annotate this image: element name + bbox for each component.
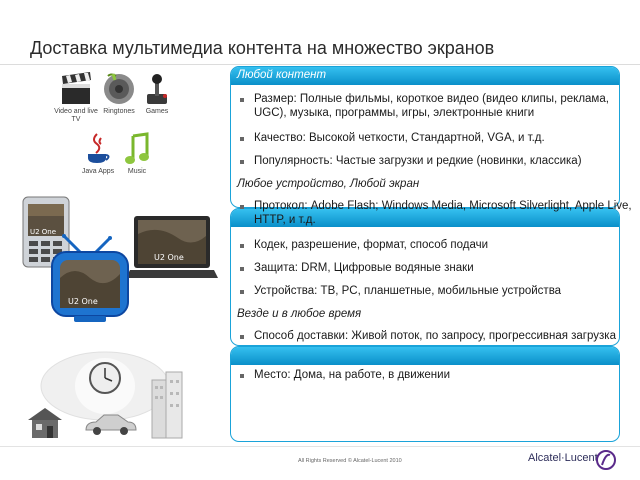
phone-screen-text: U2 One: [30, 228, 57, 236]
bullet-item: Протокол: Adobe Flash; Windows Media, Microsoft Silverlight, Apple Live, HTTP, и т.д.: [237, 200, 632, 227]
car-icon: [82, 412, 138, 438]
ringtones-label: Ringtones: [103, 108, 135, 115]
bullet-item: Место: Дома, на работе, в движении: [237, 369, 632, 383]
footer-copyright: All Rights Reserved © Alcatel-Lucent 2010: [298, 458, 402, 464]
tv-screen-text: U2 One: [68, 297, 98, 306]
video-icon-group: [54, 72, 98, 124]
games-label: Games: [145, 108, 169, 115]
bullet-item: Размер: Полные фильмы, короткое видео (видео клипы, реклама, UGC), музыка, программы, игры, электронные книги: [237, 93, 632, 120]
section-heading-device: Любое устройство, Любой экран: [237, 178, 420, 190]
games-icon-group: [140, 72, 174, 116]
video-label: Video and live TV: [54, 108, 98, 123]
joystick-icon: [143, 72, 171, 106]
device-panel: [230, 208, 620, 346]
bullet-item: Защита: DRM, Цифровые водяные знаки: [237, 262, 632, 276]
company-logo-icon: [596, 450, 616, 470]
bullet-item: Популярность: Частые загрузки и редкие (новинки, классика): [237, 155, 632, 169]
title-divider: [0, 64, 640, 65]
bullet-item: Качество: Высокой четкости, Стандартной, VGA, и т.д.: [237, 132, 632, 146]
java-label: Java Apps: [81, 168, 115, 175]
laptop-screen-text: U2 One: [154, 253, 184, 262]
java-icon-group: [78, 132, 118, 176]
page-title: Доставка мультимедиа контента на множество экранов: [30, 38, 495, 58]
footer-divider: [0, 446, 640, 447]
bullet-item: Кодек, разрешение, формат, способ подачи: [237, 239, 632, 253]
music-label: Music: [127, 168, 147, 175]
anytime-panel: [230, 346, 620, 442]
company-logo-text: Alcatel·Lucent: [528, 452, 598, 464]
speaker-icon: [102, 72, 136, 106]
section-heading-anytime: Везде и в любое время: [237, 308, 362, 320]
ringtones-icon-group: [100, 72, 138, 116]
java-cup-icon: [84, 132, 112, 166]
bullet-item: Способ доставки: Живой поток, по запросу, прогрессивная загрузка: [237, 330, 632, 344]
bullet-item: Устройства: ТВ, PC, планшетные, мобильные устройства: [237, 285, 632, 299]
music-note-icon: [123, 132, 151, 166]
section-heading-content: Любой контент: [237, 69, 327, 81]
house-icon: [26, 406, 64, 440]
clapperboard-icon: [60, 72, 92, 106]
laptop-icon: [126, 214, 218, 280]
tv-icon: [50, 234, 134, 326]
music-icon-group: [120, 132, 154, 176]
building-icon: [150, 370, 186, 440]
